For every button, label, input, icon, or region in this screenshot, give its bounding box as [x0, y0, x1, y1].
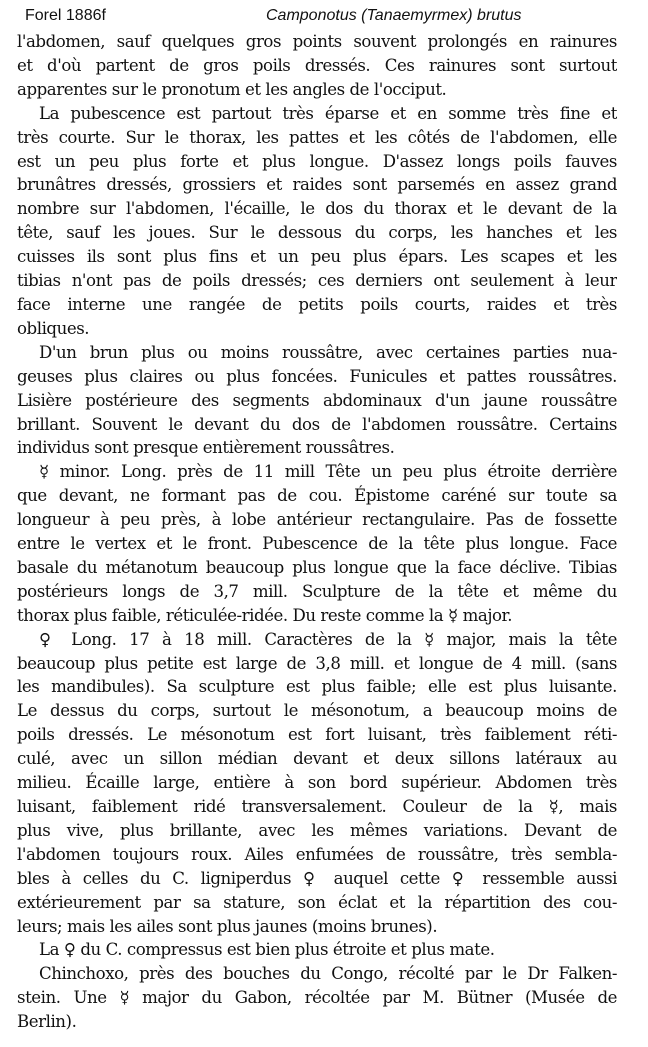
text-line: geuses plus claires ou plus foncées. Funicules et pattes roussâtres.	[17, 366, 617, 386]
text-line: La pubescence est partout très éparse et en somme très fine et	[39, 103, 617, 123]
text-line: stein. Une ☿ major du Gabon, récoltée par M. Bütner (Musée de	[17, 988, 617, 1008]
text-line: tibias n'ont pas de poils dressés; ces derniers ont seulement à leur	[17, 271, 617, 291]
text-line: très courte. Sur le thorax, les pattes et les côtés de l'abdomen, elle	[17, 127, 617, 147]
text-line: La ♀ du C. compressus est bien plus étroite et plus mate.	[39, 940, 495, 960]
text-line: Le dessus du corps, surtout le mésonotum, a beaucoup moins de	[17, 701, 617, 721]
text-line: que devant, ne formant pas de cou. Épistome caréné sur toute sa	[17, 486, 617, 506]
text-line: est un peu plus forte et plus longue. D'assez longs poils fauves	[17, 151, 617, 171]
text-line: D'un brun plus ou moins roussâtre, avec certaines parties nua-	[39, 342, 617, 362]
text-line: poils dressés. Le mésonotum est fort luisant, très faiblement réti-	[17, 725, 617, 745]
header-citation: Forel 1886f	[25, 7, 106, 24]
text-line: brunâtres dressés, grossiers et raides sont parsemés en assez grand	[17, 175, 617, 195]
text-line: beaucoup plus petite est large de 3,8 mill. et longue de 4 mill. (sans	[17, 653, 617, 673]
text-line: apparentes sur le pronotum et les angles de l'occiput.	[17, 79, 447, 99]
text-line: l'abdomen toujours roux. Ailes enfumées de roussâtre, très sembla-	[17, 844, 617, 864]
text-line: plus vive, plus brillante, avec les mêmes variations. Devant de	[17, 820, 617, 840]
page-header	[0, 0, 648, 34]
text-line: nombre sur l'abdomen, l'écaille, le dos du thorax et le devant de la	[17, 199, 617, 219]
text-line: milieu. Écaille large, entière à son bord supérieur. Abdomen très	[17, 773, 617, 793]
text-line: les mandibules). Sa sculpture est plus faible; elle est plus luisante.	[17, 677, 617, 697]
text-line: obliques.	[17, 318, 90, 338]
text-line: tête, sauf les joues. Sur le dessous du corps, les hanches et les	[17, 223, 617, 243]
text-line: basale du métanotum beaucoup plus longue que la face déclive. Tibias	[17, 557, 617, 577]
text-line: l'abdomen, sauf quelques gros points souvent prolongés en rainures	[17, 32, 617, 51]
text-line: culé, avec un sillon médian devant et deux sillons latéraux au	[17, 749, 617, 769]
text-line: longueur à peu près, à lobe antérieur rectangulaire. Pas de fossette	[17, 510, 617, 530]
text-line: luisant, faiblement ridé transversalement. Couleur de la ☿, mais	[17, 797, 617, 816]
text-line: brillant. Souvent le devant du dos de l'abdomen roussâtre. Certains	[17, 414, 617, 434]
text-line: postérieurs longs de 3,7 mill. Sculpture de la tête et même du	[17, 581, 617, 601]
text-line: bles à celles du C. ligniperdus ♀ auquel cette ♀ ressemble aussi	[17, 868, 617, 888]
text-line: thorax plus faible, réticulée-ridée. Du reste comme la ☿ major.	[17, 605, 513, 625]
text-line: face interne une rangée de petits poils courts, raides et très	[17, 294, 617, 314]
body-text	[17, 30, 617, 1034]
text-line: Berlin).	[17, 1012, 77, 1032]
text-line: entre le vertex et le front. Pubescence de la tête plus longue. Face	[17, 534, 617, 554]
text-line: cuisses ils sont plus fins et un peu plus épars. Les scapes et les	[17, 247, 617, 267]
text-line: Chinchoxo, près des bouches du Congo, récolté par le Dr Falken-	[39, 964, 617, 984]
text-line: ♀ Long. 17 à 18 mill. Caractères de la ☿ major, mais la tête	[39, 629, 617, 649]
text-line: extérieurement par sa stature, son éclat et la répartition des cou-	[17, 892, 617, 912]
text-line: ☿ minor. Long. près de 11 mill Tête un peu plus étroite derrière	[39, 462, 617, 482]
text-line: individus sont presque entièrement roussâtres.	[17, 438, 395, 458]
text-line: leurs; mais les ailes sont plus jaunes (moins brunes).	[17, 916, 438, 936]
header-taxon: Camponotus (Tanaemyrmex) brutus	[266, 7, 522, 24]
text-line: et d'où partent de gros poils dressés. Ces rainures sont surtout	[17, 55, 617, 75]
text-line: Lisière postérieure des segments abdominaux d'un jaune roussâtre	[17, 390, 617, 410]
